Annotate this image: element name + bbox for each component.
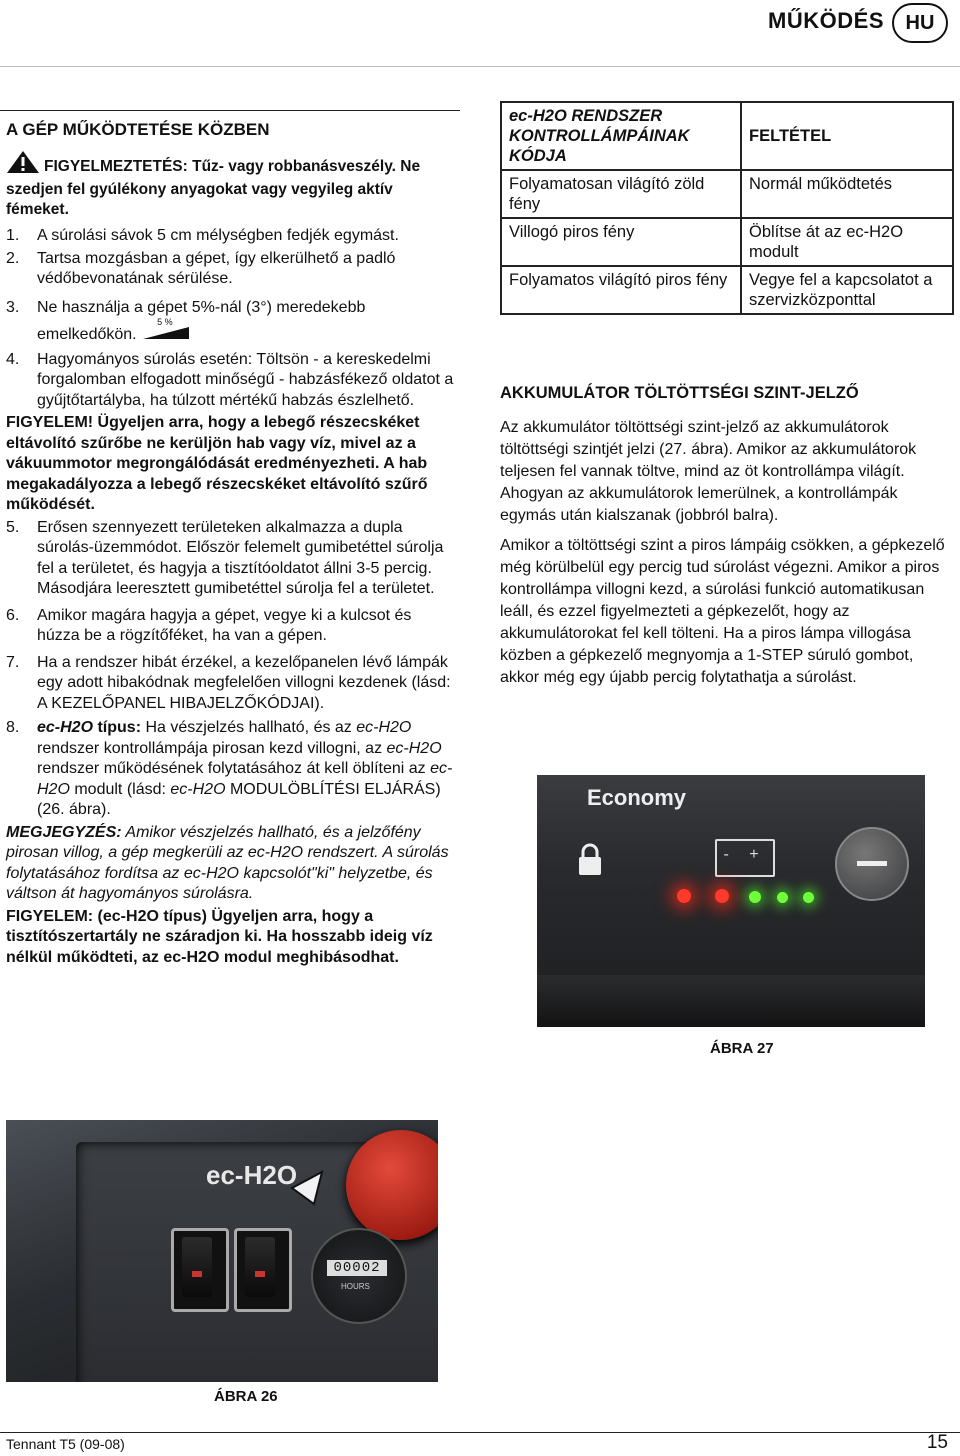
note: MEGJEGYZÉS: Amikor vészjelzés hallható, és a jelzőfény pirosan villog, a gép megkerüli az ec-H2O rendszert. A súrolás folytatásához fordítsa az ec-H2O kapcsolót"ki" helyzetbe, és váltson át hagyományos súrolásra.: [6, 823, 449, 902]
list-item: 1. A súrolási sávok 5 cm mélységben fedjék egymást.: [6, 227, 399, 244]
list-item: 8. ec-H2O típus: Ha vészjelzés hallható, és az ec-H2O rendszer kontrollámpája pirosan kezd villogni, az ec-H2O rendszer működésének folytatásához át kell öblíteni az ec-H2O modult (lásd: ec-H2O MODULÖBLÍTÉSI ELJÁRÁS) (26. ábra).: [6, 719, 453, 818]
caution-tank: FIGYELEM: (ec-H2O típus) Ügyeljen arra, hogy a tisztítószertartály ne száradjon ki. Ha hosszabb ideig víz nélkül működteti, az ec-H2O modul meghibásodhat.: [6, 907, 433, 966]
led-red: [715, 889, 729, 903]
list-item: 5. Erősen szennyezett területeken alkalmazza a dupla súrolás-üzemmódot. Először felemelt gumibetéttel súrolja fel a területet, és hagyja a tisztítóoldatot állni 3-5 percig. Másodjára leeresztett gumibetéttel súrolja fel a területet.: [6, 518, 444, 597]
hour-meter-digits: 00002: [327, 1260, 387, 1276]
left-column-rule: [0, 110, 460, 111]
figure-27-caption: ÁBRA 27: [710, 1040, 774, 1057]
hour-meter-unit: HOURS: [341, 1282, 370, 1291]
list-item: 7. Ha a rendszer hibát érzékel, a kezelőpanelen lévő lámpák egy adott hibakódnak megfelelően villogni kezdenek (lásd: A KEZELŐPANEL HIBAJELZŐKÓDJAI).: [6, 653, 451, 712]
page-number: 15: [926, 1432, 948, 1453]
battery-icon: - +: [715, 839, 775, 877]
list-item: 2. Tartsa mozgásban a gépet, így elkerülhető a padló védőbevonatának sérülése.: [6, 249, 396, 287]
battery-paragraph-1: Az akkumulátor töltöttségi szint-jelző az akkumulátorok töltöttségi szintjét jelzi (27. ábra). Amikor az akkumulátorok teljesen fel vannak töltve, mind az öt kontrollámpa világít. Ahogyan az akkumulátorok lemerülnek, a kontrollámpák egymás után kialszanak (jobbról balra).: [500, 419, 917, 524]
section-header-title: MŰKÖDÉS: [768, 8, 884, 33]
list-item: 6. Amikor magára hagyja a gépet, vegye ki a kulcsot és húzza be a rögzítőféket, ha van a gépen.: [6, 606, 412, 644]
battery-section: [500, 384, 952, 689]
table-row: Folyamatosan világító zöld fény Normál működtetés: [501, 170, 953, 218]
ech2o-logo: ec-H2O: [206, 1160, 298, 1190]
table: [500, 101, 954, 315]
led-green: [803, 892, 814, 903]
instruction-list-2: [6, 518, 456, 821]
battery-paragraph-2: Amikor a töltöttségi szint a piros lámpáig csökken, a gépkezelő még körülbelül egy percig tud súrolást végezni. Amikor a piros kontrollámpa villogni kezd, a súrolási funkció automatikusan leáll, és ezzel figyelmezteti a gépkezelőt, hogy az akkumulátorokat fel kell tölteni. Ha a piros lámpa villogása közben a gépkezelő megnyomja a 1-STEP súruló gombot, akkor még egy újabb percig folytathatja a súrolást.: [500, 537, 945, 686]
rocker-switch-right: [234, 1228, 292, 1312]
warning-triangle-icon: [6, 150, 40, 180]
warning-text: FIGYELMEZTETÉS: Tűz- vagy robbanásveszély. Ne szedjen fel gyúlékony anyagokat vagy vegyileg aktív fémeket.: [6, 158, 421, 218]
minus-button-icon: [835, 827, 909, 901]
section-title-operation: A GÉP MŰKÖDTETÉSE KÖZBEN: [6, 120, 270, 139]
figure-26-photo: [6, 1120, 438, 1382]
economy-label: Economy: [587, 785, 687, 810]
battery-section-title: AKKUMULÁTOR TÖLTÖTTSÉGI SZINT-JELZŐ: [500, 384, 859, 402]
left-column: [6, 120, 456, 968]
footer-divider: [0, 1432, 960, 1433]
list-item: 4. Hagyományos súrolás esetén: Töltsön - a kereskedelmi forgalomban elfogadott minőségű - habzásfékező oldatot a gyűjtőtartályba, ha túlzott mértékű habzás észlelhető.: [6, 350, 454, 409]
lock-icon: [577, 843, 603, 882]
table-row: Folyamatos világító piros fény Vegye fel a kapcsolatot a szervizközponttal: [501, 266, 953, 314]
table-header-condition: FELTÉTEL: [741, 102, 953, 170]
rocker-switch-left: [171, 1228, 229, 1312]
table-row: Villogó piros fény Öblítse át az ec-H2O modult: [501, 218, 953, 266]
table-header-row: [501, 102, 953, 170]
indicator-code-table: [500, 101, 954, 315]
instruction-list: [6, 226, 456, 411]
figure-27-photo: [537, 775, 925, 1027]
led-green: [749, 891, 761, 903]
hour-meter: [311, 1228, 407, 1324]
header-divider: [0, 66, 960, 67]
table-header-code: ec-H2O RENDSZER KONTROLLÁMPÁINAK KÓDJA: [501, 102, 741, 170]
footer-model: Tennant T5 (09-08): [6, 1436, 125, 1452]
list-item: 3. Ne használja a gépet 5%-nál (3°) meredekebb emelkedőkön. 5 %: [6, 298, 366, 343]
caution-foam: FIGYELEM! Ügyeljen arra, hogy a lebegő részecskéket eltávolító szűrőbe ne kerüljön hab vagy víz, mivel az a vákuummotor megrongálódását eredményezheti. A hab megakadályozza a lebegő részecskéket eltávolító szűrő működését.: [6, 414, 428, 513]
figure-26-caption: ÁBRA 26: [214, 1388, 278, 1405]
slope-5-percent-icon: 5 %: [141, 321, 191, 343]
led-green: [777, 892, 788, 903]
language-badge: HU: [892, 3, 948, 43]
fire-warning: [6, 150, 456, 220]
pointer-arrow-icon: [286, 1168, 326, 1213]
panel-edge: [537, 975, 925, 1027]
led-red: [677, 889, 691, 903]
